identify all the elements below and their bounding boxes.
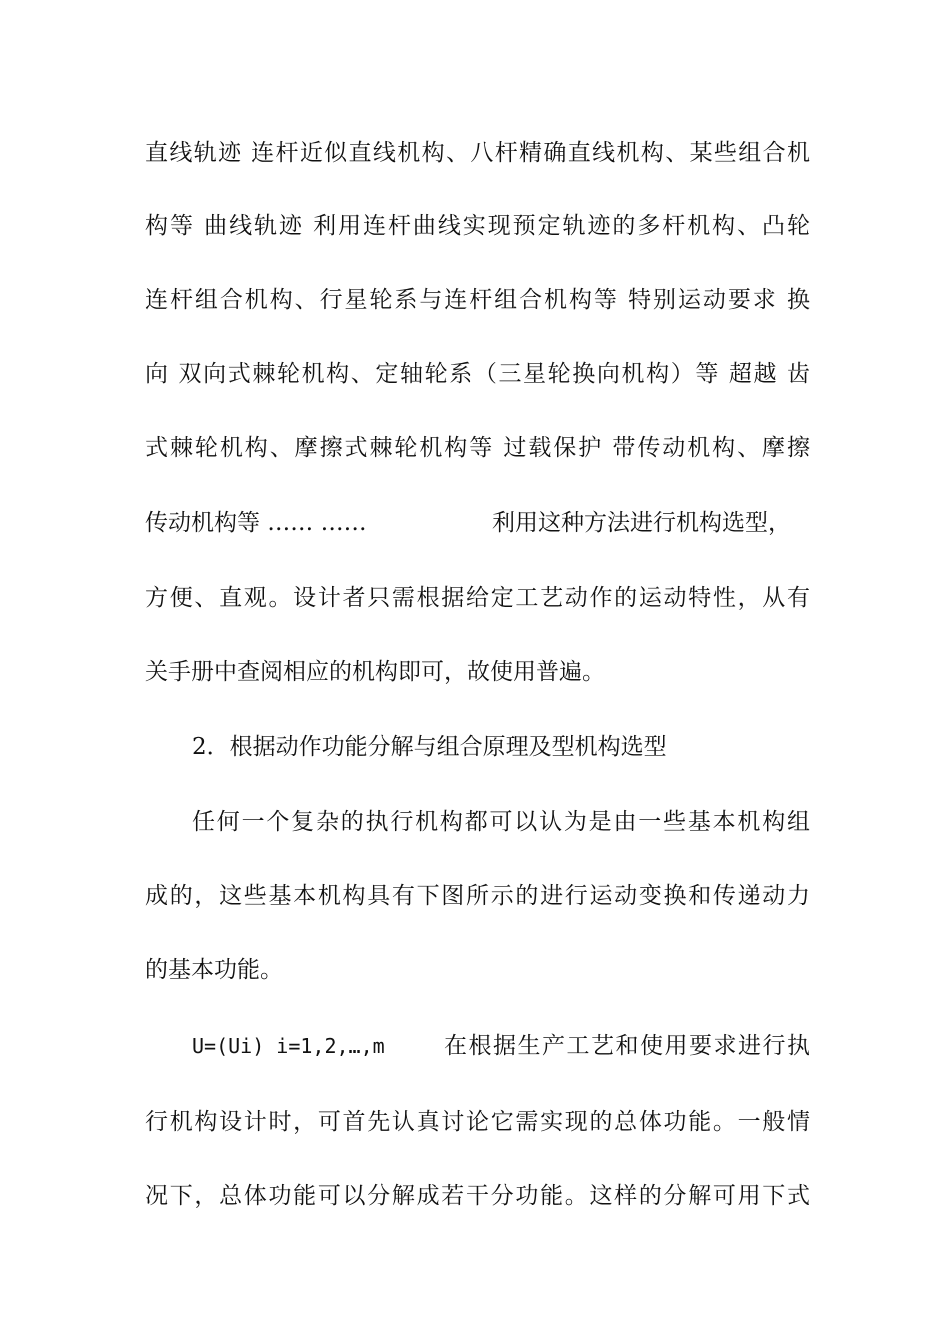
formula-text: U=(Ui) i=1,2,…,m [192, 1034, 385, 1058]
text-line-3: 连杆组合机构、行星轮系与连杆组合机构等 特别运动要求 换 [145, 287, 810, 313]
section-heading: 2．根据动作功能分解与组合原理及型机构选型 [192, 734, 667, 760]
text-line-15: 况下，总体功能可以分解成若干分功能。这样的分解可用下式 [145, 1183, 810, 1209]
text-line-12: 的基本功能。 [145, 957, 283, 983]
text-line-13-right: 在根据生产工艺和使用要求进行执 [444, 1033, 810, 1059]
text-line-6-right: 利用这种方法进行机构选型， [492, 510, 791, 536]
text-line-10: 任何一个复杂的执行机构都可以认为是由一些基本机构组 [192, 809, 810, 835]
text-line-7: 方便、直观。设计者只需根据给定工艺动作的运动特性，从有 [145, 585, 810, 611]
text-line-8: 关手册中查阅相应的机构即可，故使用普遍。 [145, 659, 605, 685]
text-line-2: 构等 曲线轨迹 利用连杆曲线实现预定轨迹的多杆机构、凸轮 [145, 213, 810, 239]
text-line-4: 向 双向式棘轮机构、定轴轮系（三星轮换向机构）等 超越 齿 [145, 361, 810, 387]
text-line-5: 式棘轮机构、摩擦式棘轮机构等 过载保护 带传动机构、摩擦 [145, 435, 810, 461]
text-line-14: 行机构设计时，可首先认真讨论它需实现的总体功能。一般情 [145, 1109, 810, 1135]
text-line-6-left: 传动机构等 …… …… [145, 510, 367, 536]
text-line-11: 成的，这些基本机构具有下图所示的进行运动变换和传递动力 [145, 883, 810, 909]
text-line-1: 直线轨迹 连杆近似直线机构、八杆精确直线机构、某些组合机 [145, 140, 810, 166]
